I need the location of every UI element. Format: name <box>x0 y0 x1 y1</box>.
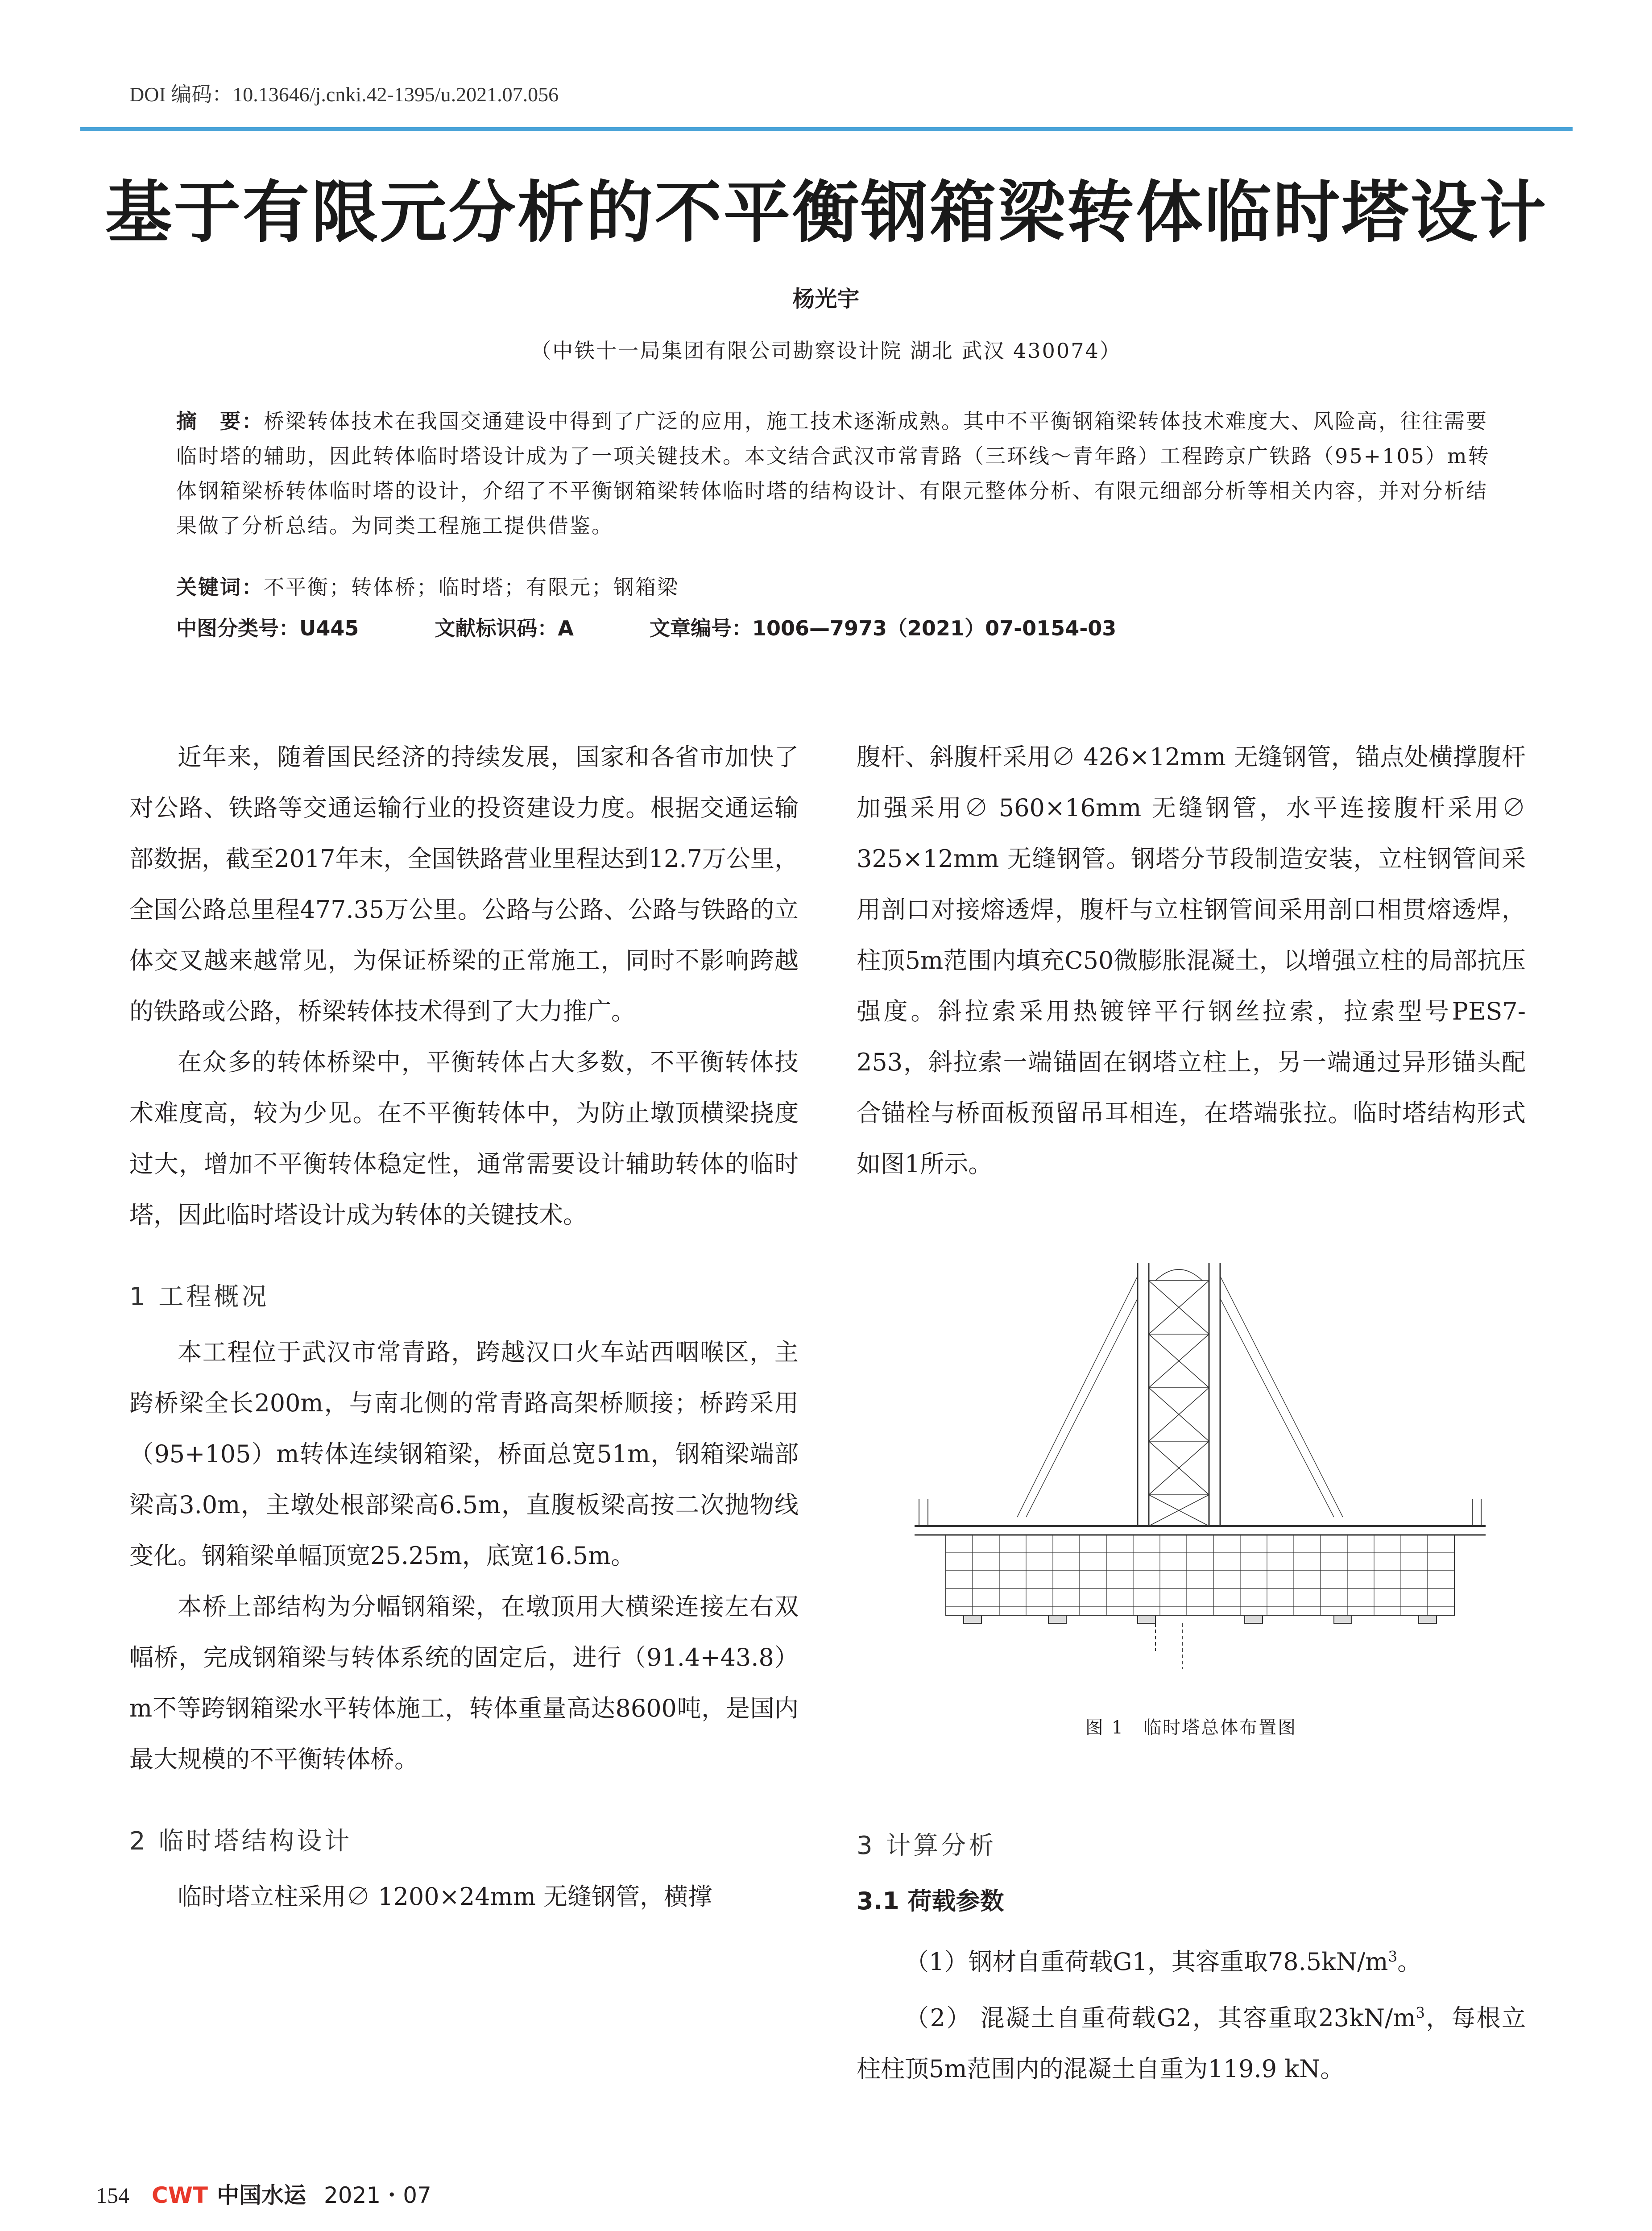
railings <box>919 1499 1481 1526</box>
load-item-1: （1）钢材自重荷载G1，其容重取$78.5kN/m^3$。 <box>905 1948 1422 1976</box>
section-1-heading: 1 工程概况 <box>129 1282 269 1311</box>
abstract <box>176 404 1497 543</box>
left-column <box>129 732 799 1922</box>
section-3-1-heading: 3.1 荷载参数 <box>857 1887 1004 1915</box>
right-column-lower <box>857 1820 1526 2094</box>
paper-title: 基于有限元分析的不平衡钢箱梁转体临时塔设计 <box>105 173 1548 252</box>
page-footer <box>96 2177 431 2210</box>
tower-columns <box>1138 1263 1220 1526</box>
classification-line <box>176 612 1192 642</box>
girder-box <box>946 1535 1454 1615</box>
section-2-heading: 2 临时塔结构设计 <box>129 1827 352 1856</box>
journal-logo: CWT <box>152 2182 208 2208</box>
section-1-paragraph-1: 本工程位于武汉市常青路，跨越汉口火车站西咽喉区，主跨桥梁全长200m，与南北侧的常青路高架桥顺接；桥跨采用（95+105）m转体连续钢箱梁，桥面总宽51m，钢箱梁端部梁高3.0m，主墩处根部梁高6.5m，直腹板梁高按二次抛物线变化。钢箱梁单幅顶宽25.25m，底宽16.5m。 <box>129 1338 799 1570</box>
keywords <box>176 571 679 601</box>
intro-paragraph-2: 在众多的转体桥梁中，平衡转体占大多数，不平衡转体技术难度高，较为少见。在不平衡转体中，为防止墩顶横梁挠度过大，增加不平衡转体稳定性，通常需要设计辅助转体的临时塔，因此临时塔设计成为转体的关键技术。 <box>129 1048 799 1229</box>
document-code: 文献标识码：A <box>435 616 574 640</box>
author: 杨光宇 <box>792 286 860 312</box>
section-3-heading: 3 计算分析 <box>857 1831 997 1860</box>
page-number: 154 <box>96 2183 129 2208</box>
figure-caption: 图 1 临时塔总体布置图 <box>1085 1717 1297 1738</box>
section-2-paragraph-1: 临时塔立柱采用∅ 1200×24mm 无缝钢管，横撑 <box>178 1883 712 1911</box>
journal-name: 中国水运 <box>216 2182 306 2208</box>
tower-drawing <box>906 1249 1495 1678</box>
bearing-blocks <box>964 1615 1437 1623</box>
clc-number: 中图分类号：U445 <box>176 616 359 640</box>
tower-layout-figure <box>906 1249 1495 1678</box>
header-rule <box>80 127 1573 131</box>
keywords-label: 关键词： <box>176 575 264 599</box>
girder-grid <box>946 1535 1454 1615</box>
tower-bracing <box>1149 1269 1209 1526</box>
stay-cables <box>1017 1276 1343 1517</box>
intro-paragraph-1: 近年来，随着国民经济的持续发展，国家和各省市加快了对公路、铁路等交通运输行业的投资建设力度。根据交通运输部数据，截至2017年末，全国铁路营业里程达到12.7万公里，全国公路总里程477.35万公里。公路与公路、公路与铁路的立体交叉越来越常见，为保证桥梁的正常施工，同时不影响跨越的铁路或公路，桥梁转体技术得到了大力推广。 <box>129 743 799 1025</box>
section-2-paragraph-cont: 腹杆、斜腹杆采用∅ 426×12mm 无缝钢管，锚点处横撑腹杆加强采用∅ 560×16mm 无缝钢管，水平连接腹杆采用∅ 325×12mm 无缝钢管。钢塔分节段制造安装，立柱钢管间采用剖口对接熔透焊，腹杆与立柱钢管间采用剖口相贯熔透焊，柱顶5m范围内填充C50微膨胀混凝土，以增强立柱的局部抗压强度。斜拉索采用热镀锌平行钢丝拉索，拉索型号PES7-253，斜拉索一端锚固在钢塔立柱上，另一端通过异形锚头配合锚栓与桥面板预留吊耳相连，在塔端张拉。临时塔结构形式如图1所示。 <box>857 743 1526 1178</box>
affiliation: （中铁十一局集团有限公司勘察设计院 湖北 武汉 430074） <box>530 339 1122 363</box>
issue-date: 2021・07 <box>323 2182 431 2208</box>
section-1-paragraph-2: 本桥上部结构为分幅钢箱梁，在墩顶用大横梁连接左右双幅桥，完成钢箱梁与转体系统的固定后，进行（91.4+43.8）m不等跨钢箱梁水平转体施工，转体重量高达8600吨，是国内最大规模的不平衡转体桥。 <box>129 1592 799 1773</box>
doi-header: DOI 编码：10.13646/j.cnki.42-1395/u.2021.07.056 <box>129 83 559 106</box>
article-number: 文章编号：1006—7973（2021）07-0154-03 <box>649 616 1117 640</box>
right-column <box>857 732 1526 1190</box>
abstract-label: 摘 要： <box>176 409 264 433</box>
abstract-text: 桥梁转体技术在我国交通建设中得到了广泛的应用，施工技术逐渐成熟。其中不平衡钢箱梁转体技术难度大、风险高，往往需要临时塔的辅助，因此转体临时塔设计成为了一项关键技术。本文结合武汉市常青路（三环线～青年路）工程跨京广铁路（95+105）m转体钢箱梁桥转体临时塔的设计，介绍了不平衡钢箱梁转体临时塔的结构设计、有限元整体分析、有限元细部分析等相关内容，并对分析结果做了分析总结。为同类工程施工提供借鉴。 <box>176 409 1490 538</box>
keywords-text: 不平衡；转体桥；临时塔；有限元；钢箱梁 <box>264 575 679 599</box>
load-item-2: （2） 混凝土自重荷载G2，其容重取$23kN/m^3$，每根立柱柱顶5m范围内的混凝土自重为119.9 kN。 <box>857 2004 1526 2083</box>
